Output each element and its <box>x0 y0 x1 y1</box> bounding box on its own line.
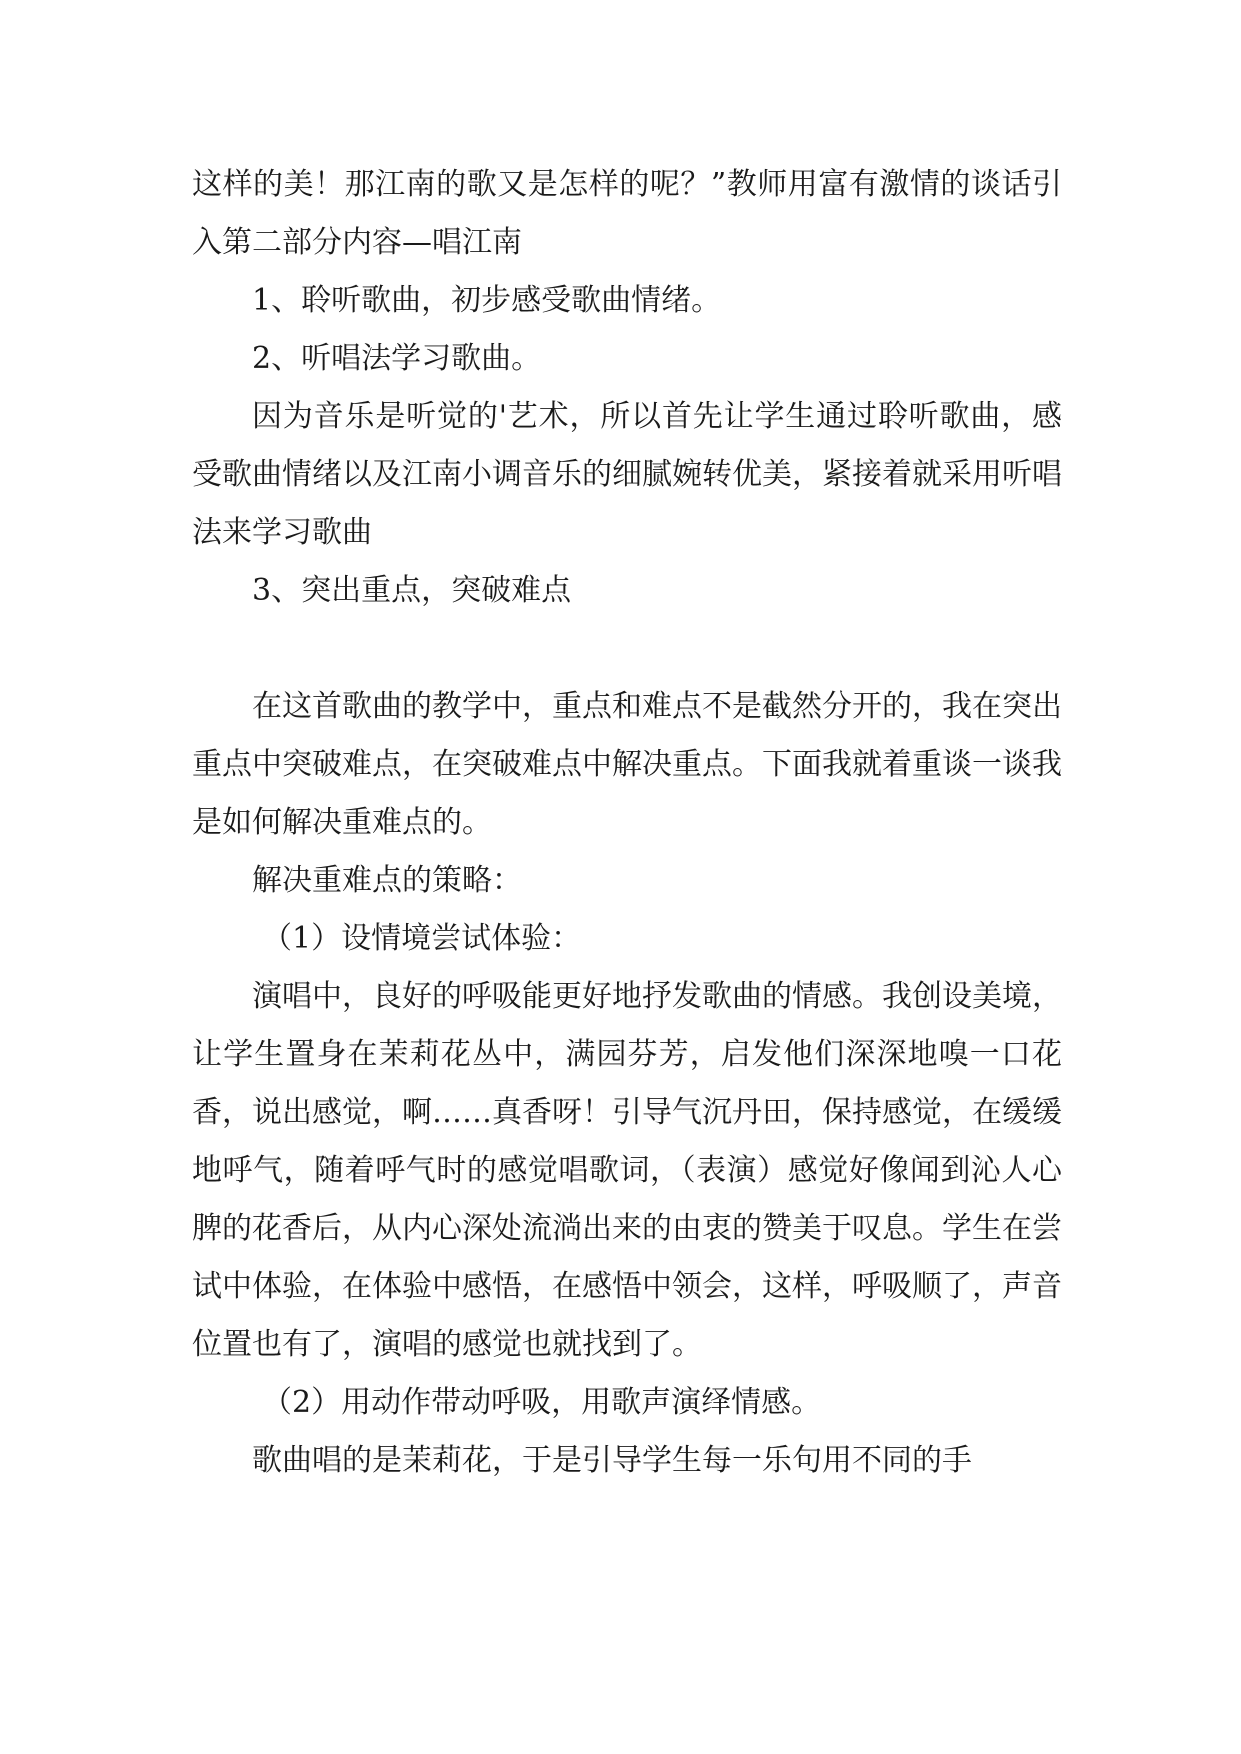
paragraph-strategy-1-body: 演唱中，良好的呼吸能更好地抒发歌曲的情感。我创设美境，让学生置身在茉莉花丛中，满园芬芳，启发他们深深地嗅一口花香，说出感觉，啊……真香呀！引导气沉丹田，保持感觉，在缓缓地呼气，随着呼气时的感觉唱歌词，（表演）感觉好像闻到沁人心脾的花香后，从内心深处流淌出来的由衷的赞美于叹息。学生在尝试中体验，在体验中感悟，在感悟中领会，这样，呼吸顺了，声音位置也有了，演唱的感觉也就找到了。 <box>192 979 1062 1362</box>
paragraph-listening-rationale: 因为音乐是听觉的'艺术，所以首先让学生通过聆听歌曲，感受歌曲情绪以及江南小调音乐的细腻婉转优美，紧接着就采用听唱法来学习歌曲 <box>192 399 1062 550</box>
paragraph-step-3: 3、突出重点，突破难点 <box>252 573 572 608</box>
paragraph-strategy-1-heading: （1）设情境尝试体验： <box>262 921 582 956</box>
document-body <box>192 156 1062 1490</box>
paragraph-key-points: 在这首歌曲的教学中，重点和难点不是截然分开的，我在突出重点中突破难点，在突破难点中解决重点。下面我就着重谈一谈我是如何解决重难点的。 <box>192 689 1062 840</box>
paragraph-strategy-heading: 解决重难点的策略： <box>252 863 522 898</box>
paragraph-step-2: 2、听唱法学习歌曲。 <box>252 341 542 376</box>
paragraph-strategy-2-heading: （2）用动作带动呼吸，用歌声演绎情感。 <box>262 1385 822 1420</box>
paragraph-continuation: 这样的美！那江南的歌又是怎样的呢？”教师用富有激情的谈话引入第二部分内容—唱江南 <box>192 167 1062 260</box>
paragraph-strategy-2-body: 歌曲唱的是茉莉花，于是引导学生每一乐句用不同的手 <box>252 1443 972 1478</box>
paragraph-step-1: 1、聆听歌曲，初步感受歌曲情绪。 <box>252 283 722 318</box>
paragraph-gap <box>192 620 1062 678</box>
